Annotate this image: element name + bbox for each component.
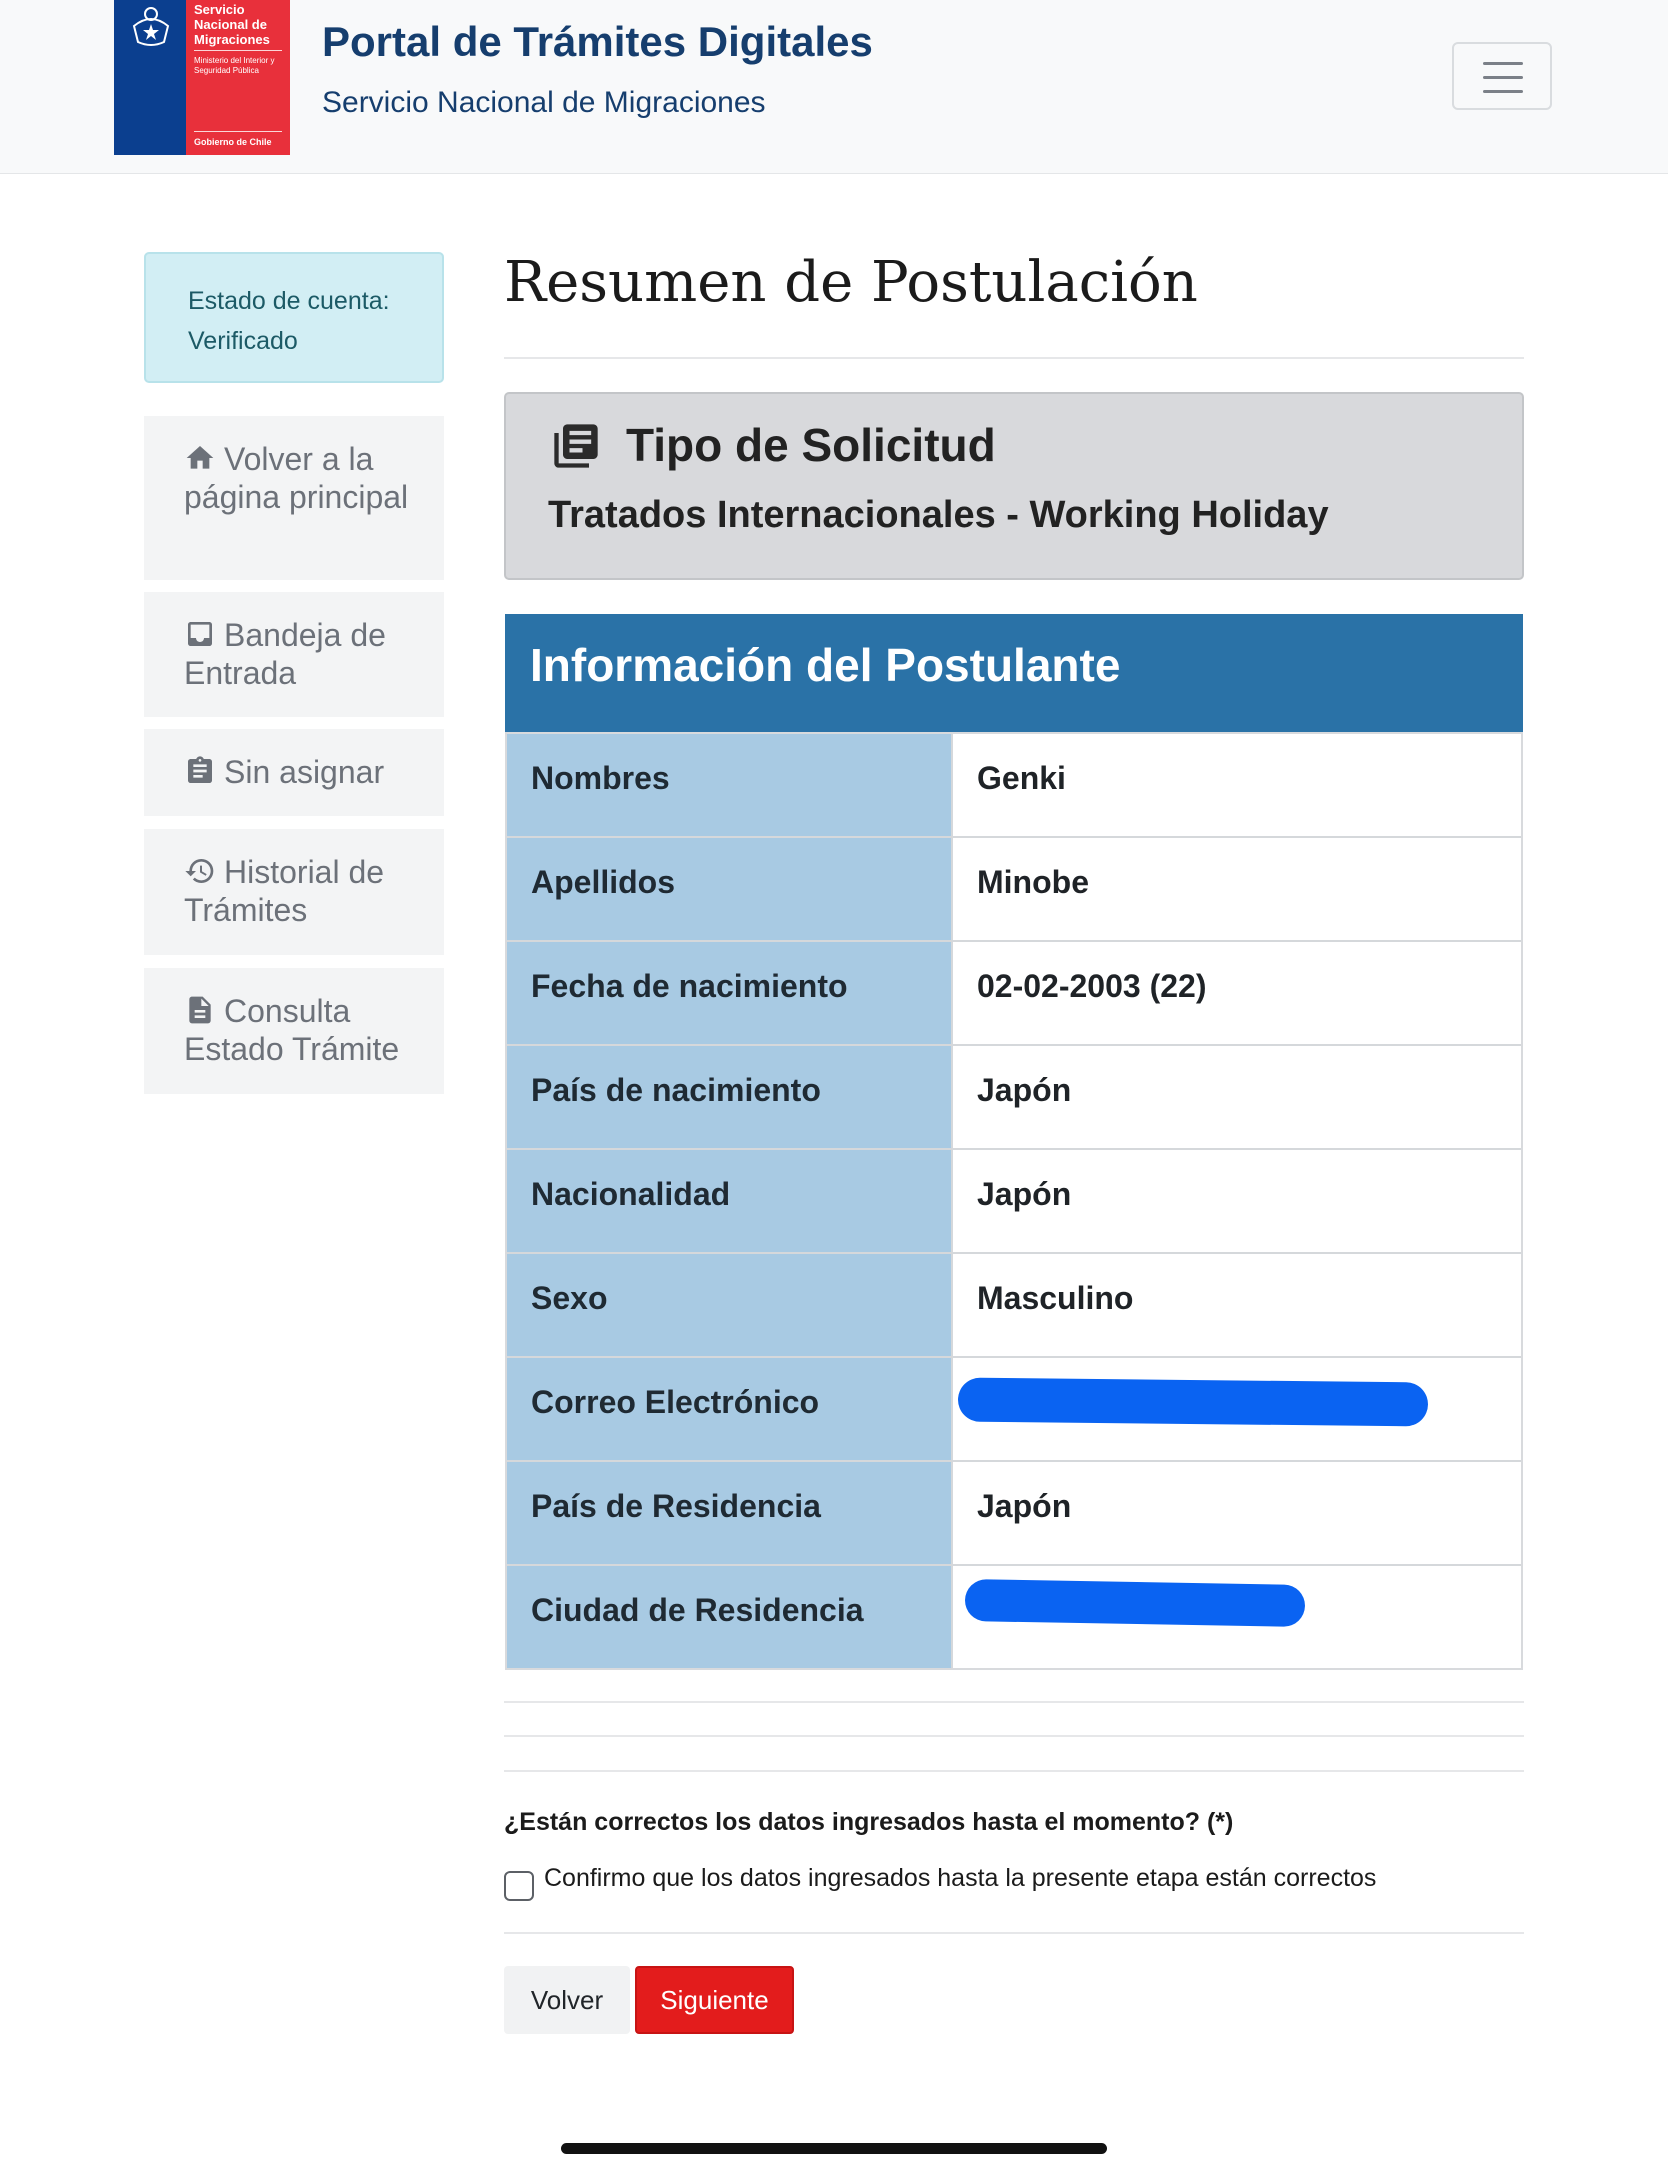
library-books-icon xyxy=(550,420,602,472)
field-label: Nombres xyxy=(507,734,953,836)
divider xyxy=(504,1932,1524,1934)
field-value: Japón xyxy=(953,1150,1521,1252)
field-label: Sexo xyxy=(507,1254,953,1356)
table-row xyxy=(507,1150,1521,1254)
hamburger-menu-icon xyxy=(1483,90,1523,93)
confirmation-checkbox[interactable] xyxy=(504,1871,534,1901)
redaction-mark xyxy=(965,1579,1306,1627)
sidebar-item-unassigned[interactable] xyxy=(144,729,444,816)
logo-agency-name: Servicio Nacional de Migraciones xyxy=(194,2,270,47)
logo-red-band xyxy=(186,0,290,155)
field-value: Genki xyxy=(953,734,1521,836)
field-value-redacted xyxy=(953,1566,1521,1668)
migraciones-logo[interactable] xyxy=(114,0,290,155)
account-status-label: Estado de cuenta: xyxy=(188,287,390,315)
request-type-card xyxy=(504,392,1524,580)
field-label: País de Residencia xyxy=(507,1462,953,1564)
redaction-mark xyxy=(958,1378,1428,1427)
portal-subtitle: Servicio Nacional de Migraciones xyxy=(322,86,766,119)
top-navbar xyxy=(0,0,1668,174)
request-type-value: Tratados Internacionales - Working Holiday xyxy=(548,494,1329,536)
chile-crest-icon xyxy=(126,4,176,48)
inbox-icon xyxy=(184,618,218,650)
field-value: Japón xyxy=(953,1046,1521,1148)
table-row xyxy=(507,1046,1521,1150)
divider xyxy=(504,357,1524,359)
sidebar-item-status-query[interactable] xyxy=(144,968,444,1094)
back-button[interactable]: Volver xyxy=(504,1966,630,2034)
table-row xyxy=(507,1254,1521,1358)
table-row xyxy=(507,1566,1521,1668)
confirmation-question: ¿Están correctos los datos ingresados hasta el momento? (*) xyxy=(504,1808,1234,1836)
sidebar-item-history[interactable] xyxy=(144,829,444,955)
hamburger-menu-icon xyxy=(1483,62,1523,65)
confirmation-checkbox-label[interactable]: Confirmo que los datos ingresados hasta la presente etapa están correctos xyxy=(544,1864,1377,1892)
hamburger-menu-icon xyxy=(1483,76,1523,79)
table-row xyxy=(507,1462,1521,1566)
next-button[interactable]: Siguiente xyxy=(635,1966,794,2034)
applicant-info-table xyxy=(505,732,1523,1670)
hamburger-menu-button[interactable] xyxy=(1452,42,1552,110)
account-status-alert xyxy=(144,252,444,383)
home-icon xyxy=(184,442,218,474)
sidebar-item-inbox[interactable] xyxy=(144,592,444,717)
clipboard-icon xyxy=(184,755,218,787)
field-value: 02-02-2003 (22) xyxy=(953,942,1521,1044)
divider xyxy=(504,1770,1524,1772)
table-row xyxy=(507,734,1521,838)
field-value: Minobe xyxy=(953,838,1521,940)
table-row xyxy=(507,1358,1521,1462)
request-type-heading: Tipo de Solicitud xyxy=(626,419,996,471)
home-indicator xyxy=(561,2143,1107,2154)
logo-divider xyxy=(194,131,282,132)
applicant-info-header: Información del Postulante xyxy=(505,614,1523,732)
sidebar-item-label: Volver a la página principal xyxy=(184,441,409,515)
field-label: Fecha de nacimiento xyxy=(507,942,953,1044)
sidebar-item-label: Consulta Estado Trámite xyxy=(184,993,400,1067)
field-value-redacted xyxy=(953,1358,1521,1460)
field-value: Japón xyxy=(953,1462,1521,1564)
sidebar-item-label: Historial de Trámites xyxy=(184,854,385,928)
logo-blue-band xyxy=(114,0,186,155)
document-icon xyxy=(184,994,218,1026)
field-label: Nacionalidad xyxy=(507,1150,953,1252)
account-status-value: Verificado xyxy=(188,327,298,355)
divider xyxy=(504,1701,1524,1703)
field-label: País de nacimiento xyxy=(507,1046,953,1148)
sidebar-item-label: Sin asignar xyxy=(224,754,385,790)
portal-title[interactable]: Portal de Trámites Digitales xyxy=(322,18,873,65)
history-icon xyxy=(184,855,218,887)
sidebar-item-home[interactable] xyxy=(144,416,444,580)
logo-government: Gobierno de Chile xyxy=(194,137,272,147)
field-label: Ciudad de Residencia xyxy=(507,1566,953,1668)
sidebar-item-label: Bandeja de Entrada xyxy=(184,617,386,691)
field-label: Apellidos xyxy=(507,838,953,940)
field-value: Masculino xyxy=(953,1254,1521,1356)
logo-ministry: Ministerio del Interior y Seguridad Pública xyxy=(194,56,275,75)
page-title: Resumen de Postulación xyxy=(504,250,1198,315)
table-row xyxy=(507,838,1521,942)
logo-divider xyxy=(194,50,282,51)
table-row xyxy=(507,942,1521,1046)
divider xyxy=(504,1735,1524,1737)
field-label: Correo Electrónico xyxy=(507,1358,953,1460)
